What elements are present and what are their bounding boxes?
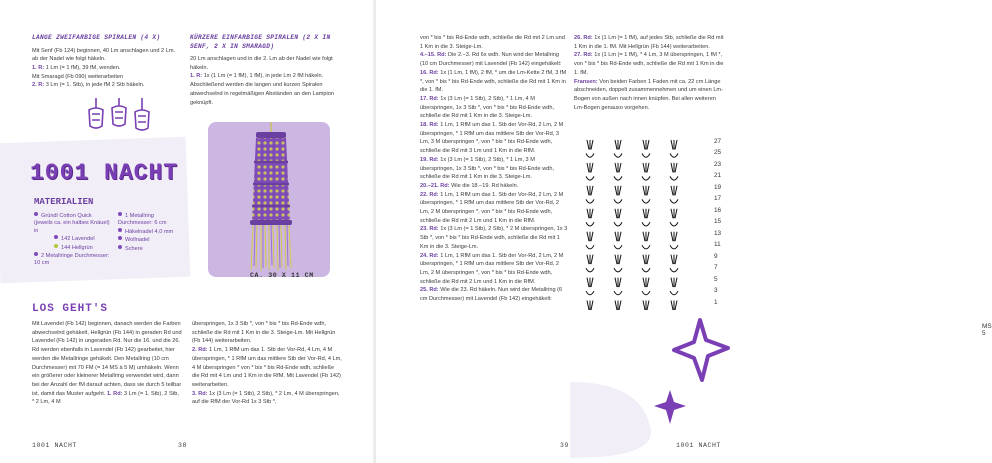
chart-chain bbox=[670, 268, 678, 272]
chart-chain bbox=[614, 153, 622, 157]
chart-stitch bbox=[591, 209, 593, 218]
footer-title-left: 1001 NACHT bbox=[32, 442, 78, 449]
chart-stitch bbox=[591, 301, 593, 310]
chart-chain bbox=[586, 199, 594, 203]
material-green: 144 Hellgrün bbox=[34, 244, 110, 252]
chart-stitch bbox=[671, 186, 673, 195]
chart-chain bbox=[642, 268, 650, 272]
chart-stitch bbox=[619, 301, 621, 310]
chart-stitch bbox=[587, 209, 589, 218]
chart-stitch bbox=[671, 209, 673, 218]
chart-stitch bbox=[671, 140, 673, 149]
chart-chain bbox=[670, 199, 678, 203]
round-27-label: 27. Rd: bbox=[574, 52, 593, 59]
chart-stitch bbox=[587, 255, 589, 264]
round-24-label: 24. Rd: bbox=[420, 252, 439, 259]
chart-stitch bbox=[643, 278, 645, 287]
chart-row-label: 13 bbox=[714, 229, 722, 237]
chart-stitch bbox=[591, 140, 593, 149]
chart-chain bbox=[642, 176, 650, 180]
instructions-col-4 bbox=[574, 34, 724, 112]
instructions-col-2 bbox=[192, 320, 342, 407]
chart-chain bbox=[670, 222, 678, 226]
chart-chain bbox=[642, 199, 650, 203]
fringe-text: Von beiden Farben 1 Faden mit ca. 22 cm Länge abschneiden, doppelt zusammennehmen und um einen Lm-Bogen von außen nach innen knüpfen. Bei allen weiteren Lm-Bogen genauso vorgehen. bbox=[574, 78, 723, 111]
chart-stitch bbox=[587, 301, 589, 310]
chart-chain bbox=[586, 245, 594, 249]
materials-list-2 bbox=[118, 212, 188, 253]
material-yarn: Gründl Cotton Quick (jeweils ca. ein halbes Knäuel) in bbox=[34, 213, 110, 234]
size-caption: CA. 30 X 11 CM bbox=[250, 272, 314, 279]
chart-chain bbox=[614, 268, 622, 272]
crochet-chart bbox=[576, 136, 706, 308]
chart-stitch bbox=[615, 301, 617, 310]
row-2-text: 3 Lm (= 1. Stb), in jede fM 2 Stb häkeln. bbox=[45, 82, 145, 89]
chart-stitch bbox=[647, 255, 649, 264]
chart-chain bbox=[614, 291, 622, 295]
chart-stitch bbox=[619, 140, 621, 149]
bullet-icon bbox=[54, 235, 58, 239]
chart-stitch bbox=[591, 232, 593, 241]
long-spirals-color-change: Mit Smaragd (Fb 090) weiterarbeiten bbox=[32, 73, 124, 80]
material-ring-6cm: 1 Metallring Durchmesser: 6 cm bbox=[118, 213, 167, 227]
chart-stitch bbox=[587, 186, 589, 195]
chart-stitch bbox=[643, 186, 645, 195]
chart-stitch bbox=[591, 163, 593, 172]
chart-stitch bbox=[591, 255, 593, 264]
round-4-15-text: Die 2.–3. Rd 6x wdh. Nun wird der Metallring (10 cm Durchmesser) mit Lavendel (Fb 142) eingehäkelt: bbox=[420, 52, 562, 68]
material-scissors: Schere bbox=[118, 245, 188, 253]
round-1-label: 1. Rd: bbox=[106, 390, 123, 397]
round-25-label: 25. Rd: bbox=[420, 287, 439, 294]
materials-heading: MATERIALIEN bbox=[34, 197, 94, 207]
material-lavender: 142 Lavendel bbox=[34, 235, 110, 243]
short-spirals-heading: KÜRZERE EINFARBIGE SPIRALEN (2 X IN SENF, 2 X IN SMARAGD) bbox=[190, 34, 331, 50]
chart-stitch bbox=[671, 278, 673, 287]
chart-chain bbox=[614, 199, 622, 203]
chart-stitch bbox=[675, 301, 677, 310]
chart-stitch bbox=[675, 186, 677, 195]
chart-stitch bbox=[647, 140, 649, 149]
round-20-21-label: 20.–21. Rd: bbox=[420, 182, 450, 189]
chart-stitch bbox=[591, 278, 593, 287]
chart-stitch bbox=[675, 140, 677, 149]
round-2-label: 2. Rd: bbox=[192, 347, 208, 354]
short-spirals-text bbox=[190, 55, 342, 107]
round-16-text: 1x (1 Lm, 1 fM), 2 fM, * um die Lm-Kette 2 fM, 3 fM *, von * bis * bis Rd-Ende wdh, schließe die Rd mit 1 Km in die 1. fM. bbox=[420, 69, 567, 94]
round-1-cont: überspringen, 1x 3 Stb *, von * bis * bis Rd-Ende wdh, schließe die Rd mit 1 Km in die 3. Steige-Lm. Mit Hellgrün (Fb 144) weiterarbeiten. bbox=[192, 321, 336, 345]
chart-chain bbox=[586, 268, 594, 272]
right-page bbox=[376, 0, 992, 463]
chart-stitch bbox=[671, 163, 673, 172]
chart-row-label: 17 bbox=[714, 195, 722, 203]
chart-stitch bbox=[643, 140, 645, 149]
chart-stitch bbox=[587, 163, 589, 172]
chart-stitch bbox=[647, 301, 649, 310]
chart-chain bbox=[586, 176, 594, 180]
chart-chain bbox=[614, 245, 622, 249]
bullet-icon bbox=[118, 245, 122, 249]
chart-chain bbox=[586, 291, 594, 295]
row-2-label: 2. R: bbox=[32, 82, 45, 89]
bullet-icon bbox=[34, 212, 38, 216]
round-16-label: 16. Rd: bbox=[420, 69, 439, 76]
round-20-21-text: Wie die 18.–19. Rd häkeln. bbox=[451, 182, 519, 189]
round-17-text: 1x (3 Lm (= 1 Stb), 2 Stb), * 1 Lm, 4 M überspringen, 1x 3 Stb *, von * bis * bis Rd-Ende wdh, schließe die Rd mit 1 Km in die 3. Steige-Lm. bbox=[420, 95, 555, 120]
chart-stitch bbox=[619, 232, 621, 241]
chart-stitch bbox=[587, 232, 589, 241]
round-22-label: 22. Rd: bbox=[420, 191, 439, 198]
bullet-icon bbox=[118, 212, 122, 216]
page-number-right: 39 bbox=[560, 442, 570, 449]
chart-stitch bbox=[675, 255, 677, 264]
chart-stitch bbox=[643, 301, 645, 310]
chart-stitch bbox=[615, 163, 617, 172]
chart-stitch bbox=[643, 163, 645, 172]
long-spirals-intro: Mit Senf (Fb 124) beginnen, 40 Lm anschlagen und 2 Lm. ab der Nadel wie folgt häkeln. bbox=[32, 47, 176, 63]
chart-chain bbox=[670, 153, 678, 157]
round-1-text: 3 Lm (= 1. Stb), 2 Stb, * 2 Lm, 4 M bbox=[32, 390, 179, 406]
chart-row-label: 9 bbox=[714, 252, 718, 260]
chart-chain bbox=[614, 222, 622, 226]
row-1-label: 1. R: bbox=[32, 64, 45, 71]
chart-chain bbox=[642, 222, 650, 226]
chart-stitch bbox=[619, 278, 621, 287]
chart-stitch bbox=[587, 140, 589, 149]
stars-decoration bbox=[630, 318, 740, 458]
chart-chain bbox=[670, 176, 678, 180]
bullet-icon bbox=[34, 252, 38, 256]
round-27-text: 1x (1 Lm (= 1 fM), * 4 Lm, 3 M überspringen, 1 fM *, von * bis * bis Rd-Ende wdh, schließe die Rd mit 1 Km in die 1. fM. bbox=[574, 52, 724, 76]
lanterns-decoration bbox=[84, 98, 154, 140]
instructions-col-3 bbox=[420, 34, 568, 304]
chart-stitch bbox=[671, 255, 673, 264]
long-spirals-text bbox=[32, 47, 182, 91]
chart-row-label: 21 bbox=[714, 172, 722, 180]
round-24-text: 1 Lm, 1 RfM um das 1. Stb der Vor-Rd, 2 Lm, 2 M überspringen, * 1 RfM um das mittlere Stb der Vor-Rd, 2 Lm, 2 M überspringen *, von * bis * bis Rd-Ende wdh, schließe die Rd mit 2 Lm und 1 Km in die RfM. bbox=[420, 252, 564, 285]
round-3-label: 3. Rd: bbox=[192, 390, 208, 397]
long-spirals-heading: LANGE ZWEIFARBIGE SPIRALEN (4 X) bbox=[32, 34, 161, 41]
long-spirals-section bbox=[32, 34, 182, 90]
round-3-text: 1x (3 Lm (= 1 Stb), 2 Stb), * 2 Lm, 4 M überspringen, auf die RfM der Vor-Rd 1x 3 Stb *, bbox=[192, 390, 340, 406]
chart-chain bbox=[586, 153, 594, 157]
chart-stitch bbox=[675, 278, 677, 287]
bullet-icon bbox=[54, 244, 58, 248]
round-17-label: 17. Rd: bbox=[420, 95, 439, 102]
pattern-repeat-label: MS 5 bbox=[982, 323, 992, 337]
round-26-label: 26. Rd: bbox=[574, 35, 593, 41]
fringe-label: Fransen: bbox=[574, 78, 598, 85]
chart-stitch bbox=[643, 255, 645, 264]
chart-stitch bbox=[619, 186, 621, 195]
chart-stitch bbox=[615, 278, 617, 287]
instructions-intro: Mit Lavendel (Fb 142) beginnen, danach werden die Farben abwechselnd gehäkelt, Hellgrün (Fb 144) in geraden Rd und Lavendel (Fb 142) in ungeraden Rd. Nur die 16. und die 26. Rd werden ebenfalls in Lavendel (Fb 142) gearbeitet, hier werden die Metallringe gehäkelt. Den Metallring (10 cm Durchmesser) mit 70 FM (= 14 MS à 5 M) umhäkeln. Wenn ein größerer oder kleinerer Metallring verwendet wird, dann bei der Anzahl der fM darauf achten, dass sie durch 5 teilbar ist, damit das Muster aufgeht. bbox=[32, 321, 182, 397]
chart-stitch bbox=[615, 255, 617, 264]
lampion-image bbox=[238, 122, 304, 272]
row-1-text: 1 Lm (= 1 fM), 39 fM, wenden. bbox=[45, 64, 121, 71]
chart-stitch bbox=[615, 186, 617, 195]
short-spirals-section bbox=[190, 34, 342, 107]
round-18-text: 1 Lm, 1 RfM um das 1. Stb der Vor-Rd, 2 Lm, 2 M überspringen, * 1 RfM um das mittlere Stb der Vor-Rd, 3 Lm, 3 M überspringen *, von * bis * bis Rd-Ende wdh, schließe die Rd mit 3 Lm und 1 Km in die RfM. bbox=[420, 122, 564, 155]
chart-stitch bbox=[619, 209, 621, 218]
chart-stitch bbox=[619, 163, 621, 172]
chart-stitch bbox=[647, 186, 649, 195]
chart-chain bbox=[642, 245, 650, 249]
chart-stitch bbox=[675, 209, 677, 218]
materials-list-1 bbox=[34, 212, 110, 268]
chart-stitch bbox=[615, 209, 617, 218]
chart-stitch bbox=[671, 301, 673, 310]
chart-stitch bbox=[615, 232, 617, 241]
chart-row-label: 27 bbox=[714, 138, 722, 145]
chart-stitch bbox=[671, 232, 673, 241]
chart-chain bbox=[614, 176, 622, 180]
chart-chain bbox=[670, 291, 678, 295]
short-row-1-label: 1. R: bbox=[190, 73, 203, 80]
left-page bbox=[0, 0, 374, 463]
round-3-cont: von * bis * bis Rd-Ende wdh, schließe die Rd mit 2 Lm und 1 Km in die 3. Steige-Lm. bbox=[420, 35, 565, 50]
chart-row-label: 15 bbox=[714, 218, 722, 226]
chart-chain bbox=[642, 291, 650, 295]
footer-title-right: 1001 NACHT bbox=[676, 442, 722, 449]
chart-row-label: 19 bbox=[714, 183, 722, 191]
chart-row-label: 7 bbox=[714, 264, 718, 272]
chart-row-label: 23 bbox=[714, 160, 722, 168]
chart-stitch bbox=[615, 140, 617, 149]
round-2-text: 1 Lm, 1 RfM um das 1. Stb der Vor-Rd, 4 Lm, 4 M überspringen, * 1 RfM um das mittlere Stb der Vor-Rd, 4 Lm, 4 M überspringen * von * bis * bis Rd-Ende wdh, schließe die Rd mit 4 Lm und 1 Km in die RfM. Mit Lavendel (Fb 142) weiterarbeiten. bbox=[192, 347, 342, 388]
chart-stitch bbox=[591, 186, 593, 195]
chart-stitch bbox=[647, 209, 649, 218]
project-title: 1001 NACHT bbox=[30, 160, 179, 186]
round-23-text: 1x (3 Lm (= 1 Stb), 2 Stb), * 2 M überspringen, 1x 3 Stb *, von * bis * bis Rd-Ende wdh, schließe die Rd mit 1 Km in die 3. Steige-Lm. bbox=[420, 226, 568, 250]
bullet-icon bbox=[118, 228, 122, 232]
chart-row-label: 16 bbox=[714, 206, 722, 214]
chart-row-label: 11 bbox=[714, 241, 721, 249]
short-row-1-text: 1x (1 Lm (= 1 fM), 1 fM), in jede Lm 2 fM häkeln. Abschließend werden die langen und kurzen Spiralen abwechselnd in regelmäßigen Abständen an den Lampion geknüpft. bbox=[190, 73, 334, 106]
chart-stitch bbox=[643, 209, 645, 218]
chart-row-label: 3 bbox=[714, 287, 718, 295]
chart-stitch bbox=[647, 232, 649, 241]
chart-stitch bbox=[675, 232, 677, 241]
chart-stitch bbox=[619, 255, 621, 264]
chart-chain bbox=[642, 153, 650, 157]
chart-stitch bbox=[587, 278, 589, 287]
round-26-text: 1x (1 Lm (= 1 fM), auf jedes Stb, schließe die Rd mit 1 Km in die 1. fM. Mit Hellgrün (Fb 144) weiterarbeiten. bbox=[574, 35, 724, 50]
chart-stitch bbox=[643, 232, 645, 241]
round-18-label: 18. Rd: bbox=[420, 122, 439, 129]
material-needle: Wollnadel bbox=[118, 236, 188, 244]
bullet-icon bbox=[118, 236, 122, 240]
chart-chain bbox=[670, 245, 678, 249]
chart-stitch bbox=[675, 163, 677, 172]
short-spirals-intro: 20 Lm anschlagen und in die 2. Lm ab der Nadel wie folgt häkeln. bbox=[190, 56, 333, 71]
round-4-15-label: 4.–15. Rd: bbox=[420, 52, 447, 59]
instructions-heading: LOS GEHT'S bbox=[32, 303, 109, 315]
chart-stitch bbox=[647, 278, 649, 287]
material-rings-10cm: 2 Metallringe Durchmesser: 10 cm bbox=[34, 253, 110, 267]
material-hook: Häkelnadel 4,0 mm bbox=[118, 228, 188, 236]
chart-row-label: 5 bbox=[714, 275, 718, 283]
chart-chain bbox=[586, 222, 594, 226]
chart-stitch bbox=[647, 163, 649, 172]
chart-row-label: 25 bbox=[714, 149, 722, 157]
round-25-text: Wie die 23. Rd häkeln. Nun wird der Metallring (6 cm Durchmesser) mit Lavendel (Fb 142) eingehäkelt: bbox=[420, 287, 563, 303]
instructions-col-1 bbox=[32, 320, 182, 407]
chart-row-label: 1 bbox=[714, 298, 718, 306]
round-19-label: 19. Rd: bbox=[420, 156, 439, 163]
round-22-text: 1 Lm, 1 RfM um das 1. Stb der Vor-Rd, 2 Lm, 2 M überspringen, * 1 RfM um das mittlere Stb der Vor-Rd, 2 Lm, 2 M überspringen *, von * bis * bis Rd-Ende wdh, schließe die Rd mit 2 Lm und 1 Km in die RfM. bbox=[420, 191, 564, 224]
round-23-label: 23. Rd: bbox=[420, 226, 439, 233]
page-number-left: 38 bbox=[178, 442, 188, 449]
round-19-text: 1x (3 Lm (= 1 Stb), 2 Stb), * 1 Lm, 3 M überspringen, 1x 3 Stb *, von * bis * bis Rd-Ende wdh, schließe die Rd mit 1 Km in die 3. Steige-Lm. bbox=[420, 156, 555, 181]
